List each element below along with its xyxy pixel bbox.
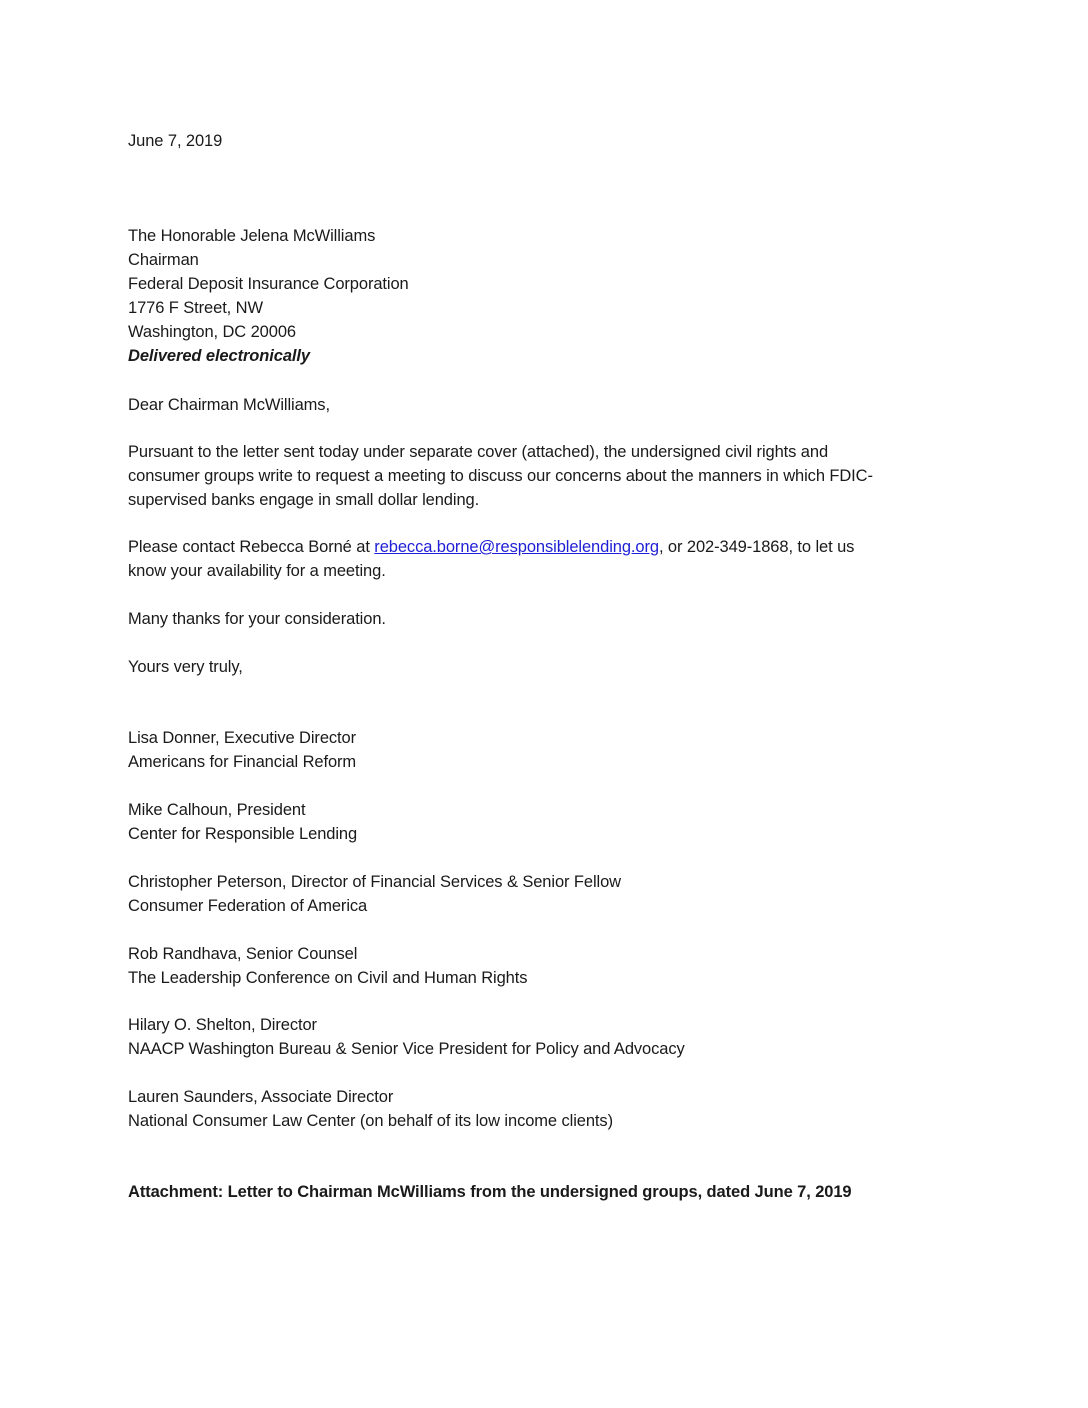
recipient-street: 1776 F Street, NW (128, 299, 263, 317)
paragraph-1-line: consumer groups write to request a meeting to discuss our concerns about the manners in which FDIC- (128, 467, 873, 485)
signatory-org: The Leadership Conference on Civil and Human Rights (128, 969, 528, 987)
attachment-note (128, 1180, 968, 1204)
signatory (128, 798, 968, 846)
signatory-name: Hilary O. Shelton, Director (128, 1016, 317, 1034)
salutation (128, 393, 968, 417)
signatory (128, 942, 968, 990)
signatory-org: Americans for Financial Reform (128, 753, 357, 771)
signatory (128, 1013, 968, 1061)
paragraph-2-line (128, 535, 968, 559)
signatory-org: NAACP Washington Bureau & Senior Vice President for Policy and Advocacy (128, 1040, 685, 1058)
phone-text: , or 202-349-1868, to let us (658, 538, 855, 556)
paragraph-2-line: know your availability for a meeting. (128, 562, 386, 580)
recipient-org: Federal Deposit Insurance Corporation (128, 275, 409, 293)
signatory-org: National Consumer Law Center (on behalf of its low income clients) (128, 1112, 613, 1130)
signatory-name: Lisa Donner, Executive Director (128, 729, 357, 747)
paragraph-1-line: supervised banks engage in small dollar lending. (128, 491, 480, 509)
contact-text: Please contact Rebecca Borné at (128, 538, 375, 556)
closing (128, 655, 968, 679)
date-text: June 7, 2019 (128, 132, 223, 150)
recipient-title: Chairman (128, 251, 199, 269)
paragraph-1-line: Pursuant to the letter sent today under separate cover (attached), the undersigned civil rights and (128, 443, 829, 461)
body-paragraph-1 (128, 440, 968, 512)
signatory-org: Center for Responsible Lending (128, 825, 358, 843)
body-paragraph-2 (128, 535, 968, 583)
attachment-text: Attachment: Letter to Chairman McWilliams from the undersigned groups, dated June 7, 2019 (128, 1183, 852, 1201)
signatory-name: Rob Randhava, Senior Counsel (128, 945, 358, 963)
delivery-note: Delivered electronically (128, 347, 310, 365)
signatory (128, 1085, 968, 1133)
signatory-name: Lauren Saunders, Associate Director (128, 1088, 394, 1106)
salutation-text: Dear Chairman McWilliams, (128, 396, 330, 414)
signatory-name: Christopher Peterson, Director of Financial Services & Senior Fellow (128, 873, 621, 891)
recipient-city: Washington, DC 20006 (128, 323, 296, 341)
letter-date (128, 129, 968, 153)
recipient-name: The Honorable Jelena McWilliams (128, 227, 376, 245)
thanks-text: Many thanks for your consideration. (128, 610, 386, 628)
signatory-name: Mike Calhoun, President (128, 801, 306, 819)
body-paragraph-3 (128, 607, 968, 631)
signatory (128, 726, 968, 774)
signatory-org: Consumer Federation of America (128, 897, 368, 915)
email-link[interactable]: rebecca.borne@responsiblelending.org (374, 538, 659, 556)
closing-text: Yours very truly, (128, 658, 243, 676)
signatory (128, 870, 968, 918)
recipient-address (128, 224, 968, 368)
